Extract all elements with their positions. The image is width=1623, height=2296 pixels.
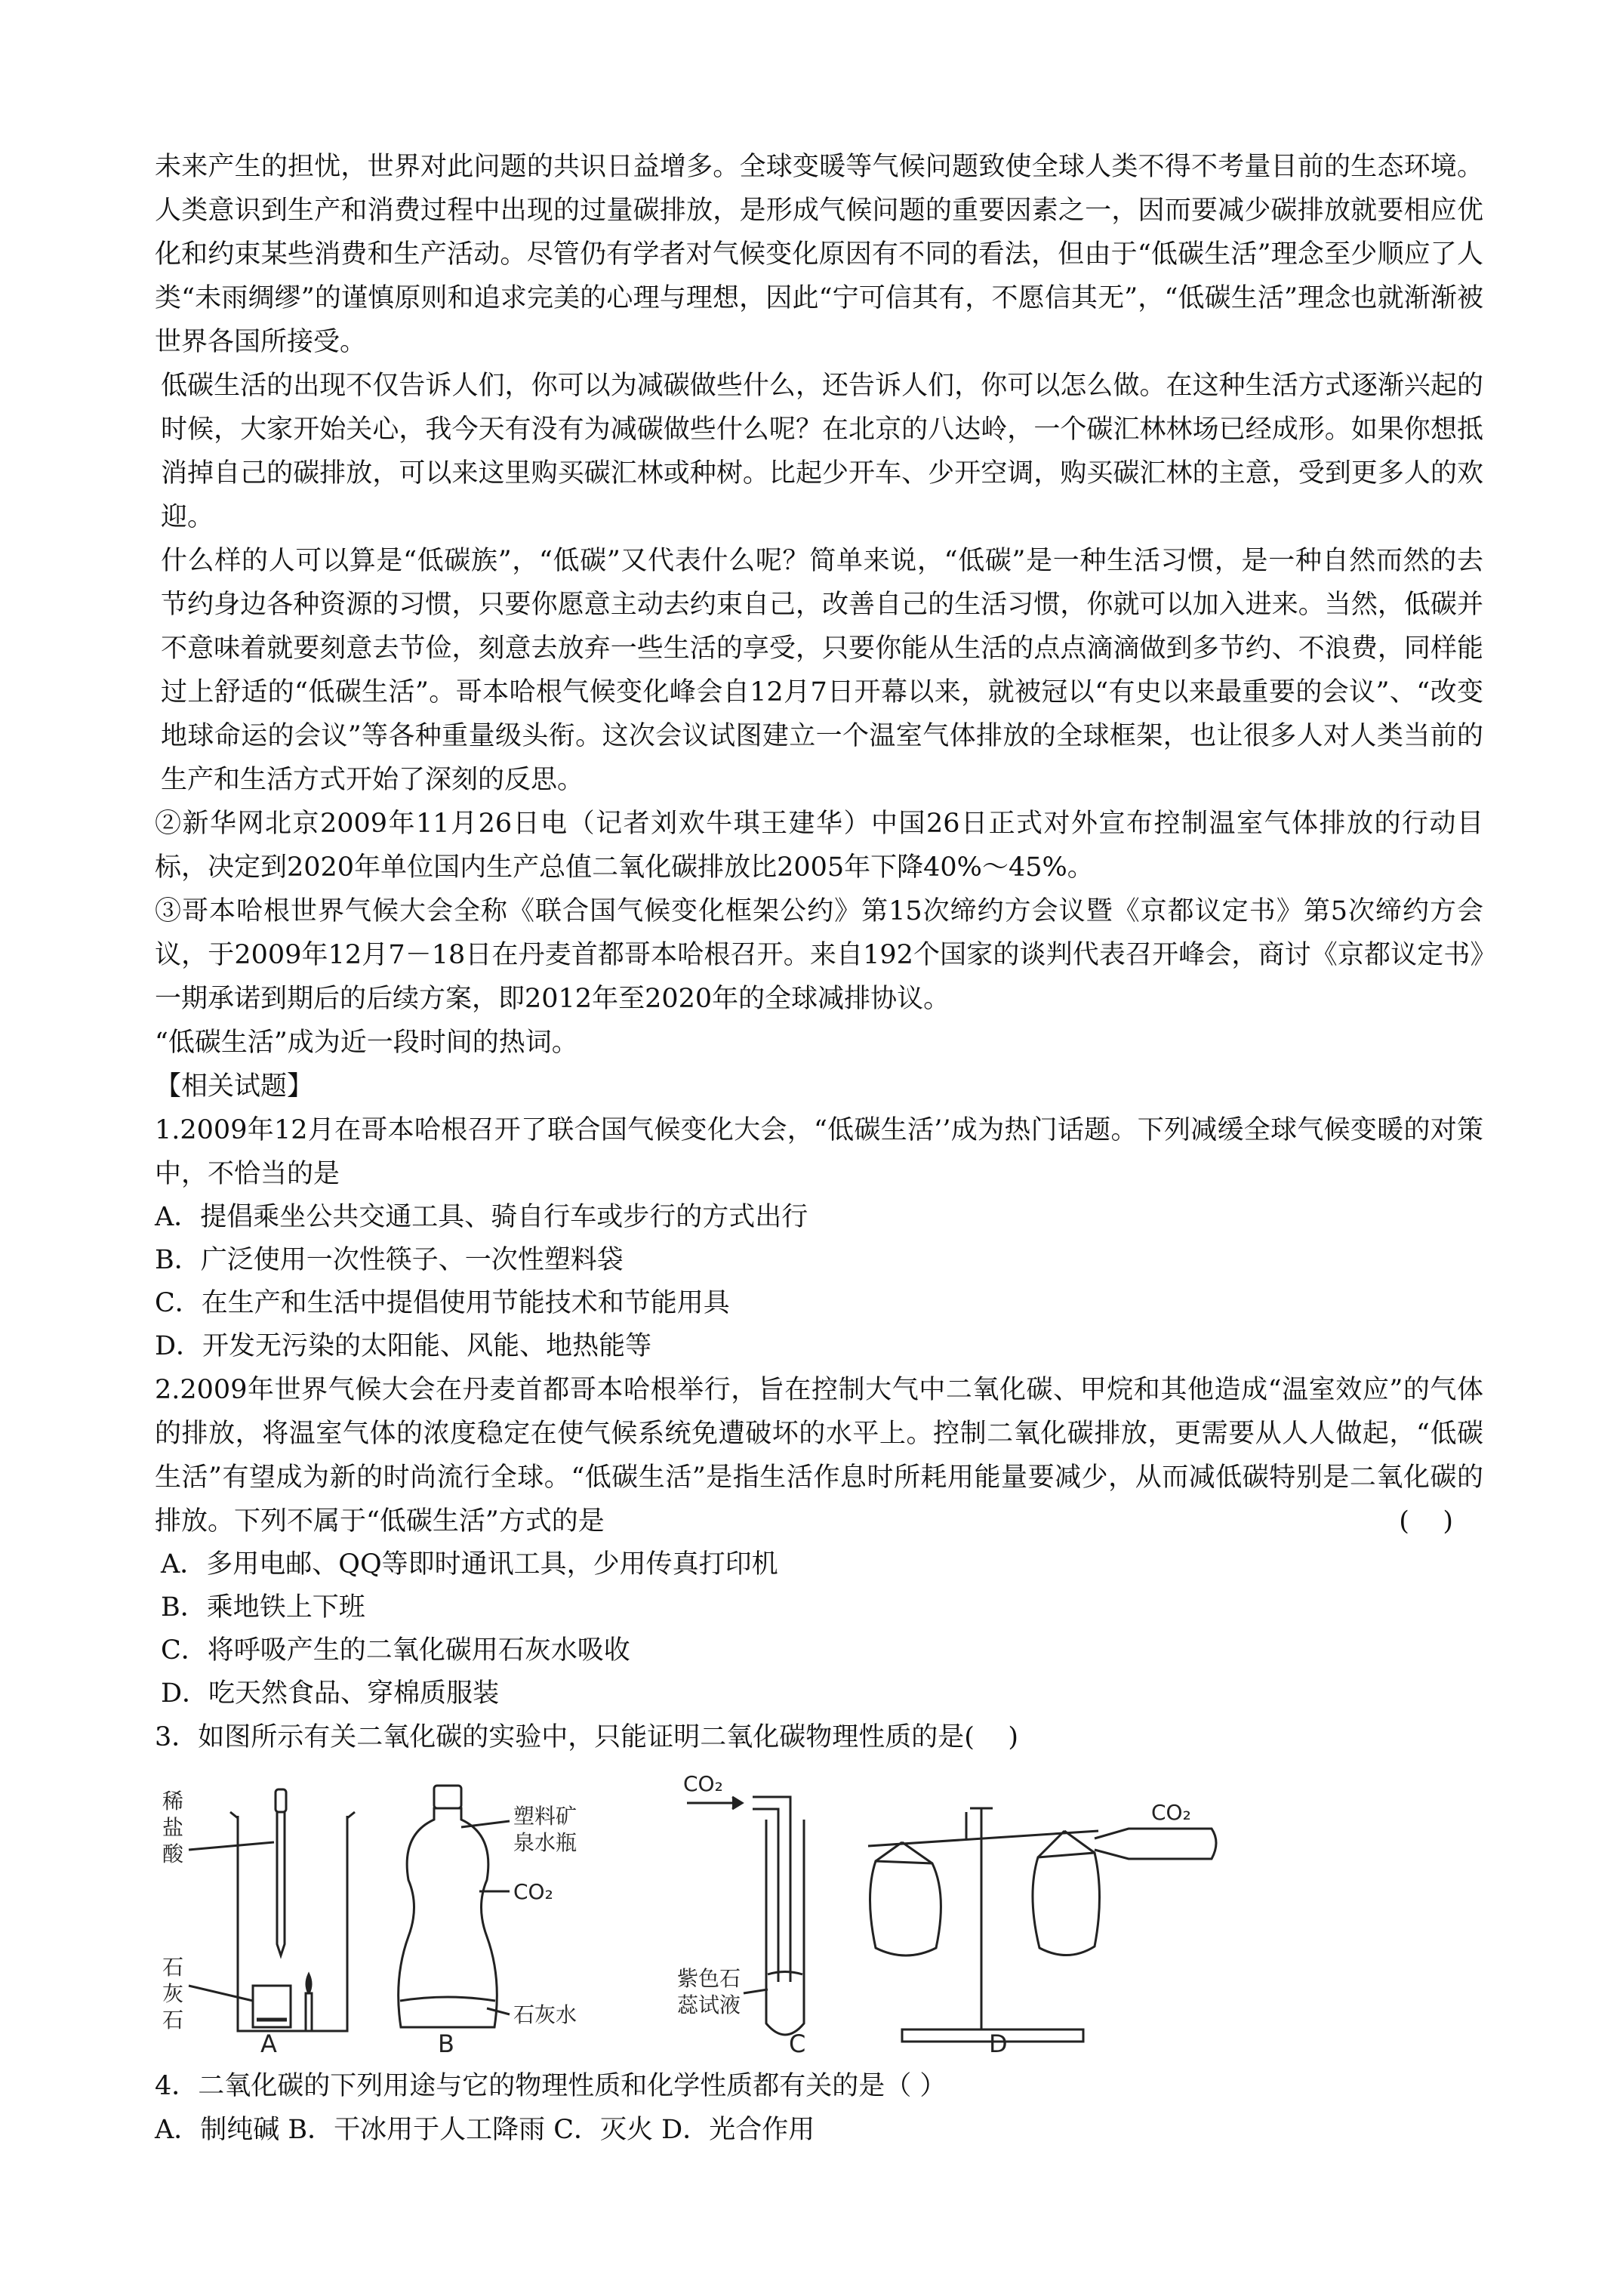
caption-d: D [989,2029,1008,2054]
label-a-3: 酸 [162,1841,184,1866]
intro-paragraph-4: ②新华网北京2009年11月26日电（记者刘欢牛琪王建华）中国26日正式对外宣布控制温室气体排放的行动目标，决定到2020年单位国内生产总值二氧化碳排放比2005年下降40%～45%。 [155,809,1483,883]
label-a-2: 盐 [162,1815,184,1840]
question-2-stem [155,1368,1483,1543]
section-title: 【相关试题】 [155,1071,314,1102]
question-1-stem: 1.2009年12月在哥本哈根召开了联合国气候变化大会，“低碳生活’’成为热门话题。下列减缓全球气候变暖的对策中，不恰当的是 [155,1115,1483,1189]
question-4-options: A．制纯碱 B．干冰用于人工降雨 C．灭火 D．光合作用 [155,2115,815,2145]
experiment-diagram [155,1774,1483,2054]
question-2-option-c: C．将呼吸产生的二氧化碳用石灰水吸收 [161,1635,630,1666]
question-4-stem: 4．二氧化碳的下列用途与它的物理性质和化学性质都有关的是（ ） [155,2071,947,2101]
figure-labels [162,1774,1191,2054]
intro-paragraph-3: 什么样的人可以算是“低碳族”，“低碳”又代表什么呢？简单来说，“低碳”是一种生活习惯，是一种自然而然的去节约身边各种资源的习惯，只要你愿意主动去约束自己，改善自己的生活习惯，你就可以加入进来。当然，低碳并不意味着就要刻意去节俭，刻意去放弃一些生活的享受，只要你能从生活的点点滴滴做到多节约、不浪费，同样能过上舒适的“低碳生活”。哥本哈根气候变化峰会自12月7日开幕以来，就被冠以“有史以来最重要的会议”、“改变地球命运的会议”等各种重量级头衔。这次会议试图建立一个温室气体排放的全球框架，也让很多人对人类当前的生产和生活方式开始了深刻的反思。 [161,546,1483,795]
caption-a: A [260,2029,277,2054]
experiment-figure [155,1774,1483,2054]
label-b-4: 石灰水 [513,2002,577,2027]
intro-paragraph-2: 低碳生活的出现不仅告诉人们，你可以为减碳做些什么，还告诉人们，你可以怎么做。在这种生活方式逐渐兴起的时候，大家开始关心，我今天有没有为减碳做些什么呢？在北京的八达岭，一个碳汇林林场已经成形。如果你想抵消掉自己的碳排放，可以来这里购买碳汇林或种树。比起少开车、少开空调，购买碳汇林的主意，受到更多人的欢迎。 [161,371,1483,532]
apparatus-d [868,1808,1216,2042]
question-1-option-d: D．开发无污染的太阳能、风能、地热能等 [155,1331,652,1361]
intro-paragraph-1: 未来产生的担忧，世界对此问题的共识日益增多。全球变暖等气候问题致使全球人类不得不考量目前的生态环境。人类意识到生产和消费过程中出现的过量碳排放，是形成气候问题的重要因素之一，因而要减少碳排放就要相应优化和约束某些消费和生产活动。尽管仍有学者对气候变化原因有不同的看法，但由于“低碳生活”理念至少顺应了人类“未雨绸缪”的谨慎原则和追求完美的心理与理想，因此“宁可信其有，不愿信其无”，“低碳生活”理念也就渐渐被世界各国所接受。 [155,152,1483,357]
question-2-stem-text: 2.2009年世界气候大会在丹麦首都哥本哈根举行，旨在控制大气中二氧化碳、甲烷和其他造成“温室效应”的气体的排放，将温室气体的浓度稳定在使气候系统免遭破坏的水平上。控制二氧化碳排放，更需要从人人做起，“低碳生活”有望成为新的时尚流行全球。“低碳生活”是指生活作息时所耗用能量要减少，从而减低碳特别是二氧化碳的排放。下列不属于“低碳生活”方式的是 [155,1375,1483,1536]
label-c-1: CO₂ [683,1774,723,1796]
question-3-stem: 3．如图所示有关二氧化碳的实验中，只能证明二氧化碳物理性质的是( ) [155,1722,1019,1752]
label-c-3: 蕊试液 [677,1992,741,2017]
label-b-1: 塑料矿 [513,1804,577,1829]
apparatus-a [189,1789,355,2031]
label-b-2: 泉水瓶 [513,1830,577,1855]
question-2-answer-paren: ( ) [1399,1506,1453,1536]
intro-paragraph-5: ③哥本哈根世界气候大会全称《联合国气候变化框架公约》第15次缔约方会议暨《京都议定书》第5次缔约方会议，于2009年12月7－18日在丹麦首都哥本哈根召开。来自192个国家的谈判代表召开峰会，商讨《京都议定书》一期承诺到期后的后续方案，即2012年至2020年的全球减排协议。 [155,896,1483,1014]
label-a-5: 灰 [162,1981,184,2006]
question-2-option-b: B．乘地铁上下班 [161,1592,365,1623]
caption-b: B [438,2029,454,2054]
intro-paragraph-6: “低碳生活”成为近一段时间的热词。 [155,1028,578,1058]
document-page [155,145,1483,2152]
label-d-1: CO₂ [1151,1800,1191,1825]
caption-c: C [789,2029,806,2054]
question-1-option-c: C．在生产和生活中提倡使用节能技术和节能用具 [155,1288,730,1318]
label-a-4: 石 [162,1955,184,1980]
question-1-option-b: B．广泛使用一次性筷子、一次性塑料袋 [155,1245,624,1275]
label-b-3: CO₂ [513,1879,553,1904]
label-c-2: 紫色石 [677,1966,741,1991]
question-2-option-a: A．多用电邮、QQ等即时通讯工具，少用传真打印机 [161,1549,778,1579]
label-a-1: 稀 [162,1789,184,1814]
question-2-option-d: D．吃天然食品、穿棉质服装 [161,1678,500,1709]
label-a-6: 石 [162,2008,184,2032]
question-1-option-a: A．提倡乘坐公共交通工具、骑自行车或步行的方式出行 [155,1202,808,1232]
apparatus-b [399,1786,510,2027]
